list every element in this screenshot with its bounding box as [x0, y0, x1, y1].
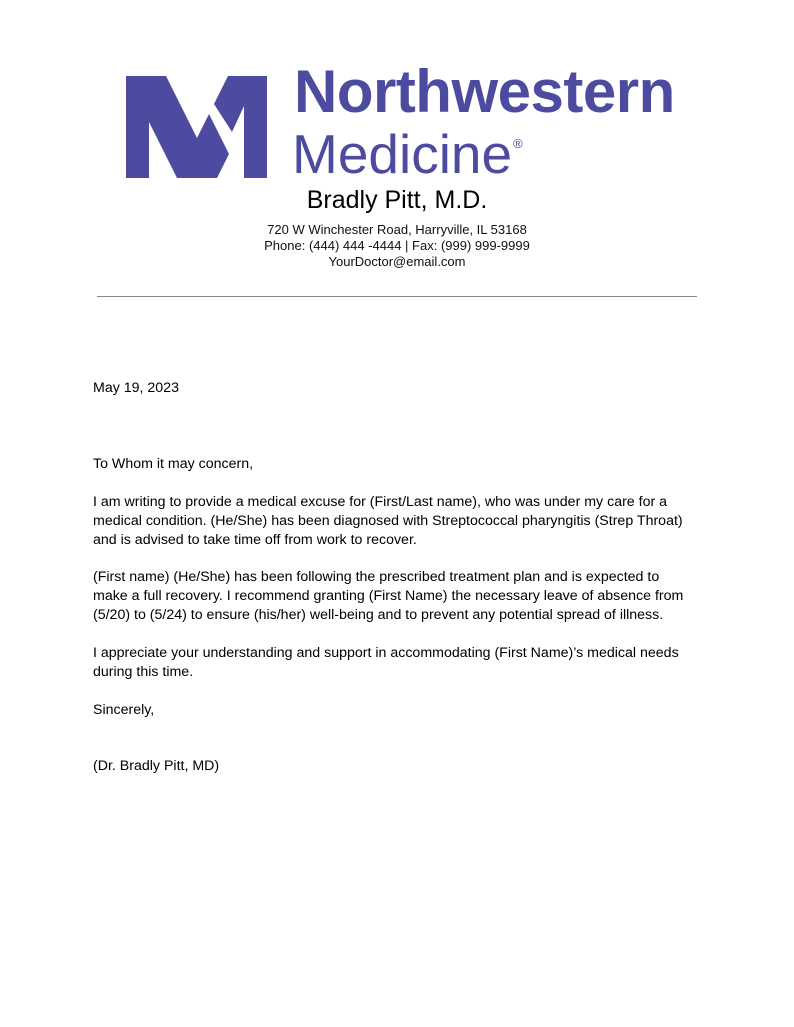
letter-date: May 19, 2023 [93, 380, 179, 396]
logo-word-medicine [292, 123, 523, 185]
paragraph-line: make a full recovery. I recommend granting (First Name) the necessary leave of absence from [93, 588, 684, 604]
paragraph-line: I appreciate your understanding and support in accommodating (First Name)’s medical needs [93, 645, 679, 661]
registered-mark: ® [513, 136, 523, 151]
header-divider [97, 296, 697, 297]
paragraph-line: (5/20) to (5/24) to ensure (his/her) well-being and to prevent any potential spread of illness. [93, 607, 664, 623]
logo-word-medicine-text: Medicine [292, 123, 513, 185]
phone-fax-line: Phone: (444) 444 -4444 | Fax: (999) 999-9999 [264, 238, 530, 253]
paragraph-line: medical condition. (He/She) has been diagnosed with Streptococcal pharyngitis (Strep Throat) [93, 513, 683, 529]
paragraph-line: I am writing to provide a medical excuse for (First/Last name), who was under my care for a [93, 494, 668, 510]
nm-logo-mark-icon [126, 76, 267, 178]
northwestern-medicine-logo [126, 58, 686, 186]
letter-paragraph-3 [93, 644, 713, 682]
paragraph-line: (First name) (He/She) has been following the prescribed treatment plan and is expected to [93, 569, 660, 585]
contact-block [0, 222, 794, 270]
letter-paragraph-2 [93, 568, 713, 625]
logo-word-northwestern: Northwestern [294, 58, 675, 125]
letter-salutation: To Whom it may concern, [93, 456, 254, 472]
letter-paragraph-1 [93, 493, 713, 550]
doctor-name: Bradly Pitt, M.D. [306, 186, 488, 214]
paragraph-line: and is advised to take time off from work to recover. [93, 532, 417, 548]
address-line: 720 W Winchester Road, Harryville, IL 53168 [267, 222, 527, 237]
paragraph-line: during this time. [93, 664, 194, 680]
letter-signature: (Dr. Bradly Pitt, MD) [93, 758, 220, 774]
letter-closing: Sincerely, [93, 702, 155, 718]
email-line: YourDoctor@email.com [328, 254, 466, 269]
